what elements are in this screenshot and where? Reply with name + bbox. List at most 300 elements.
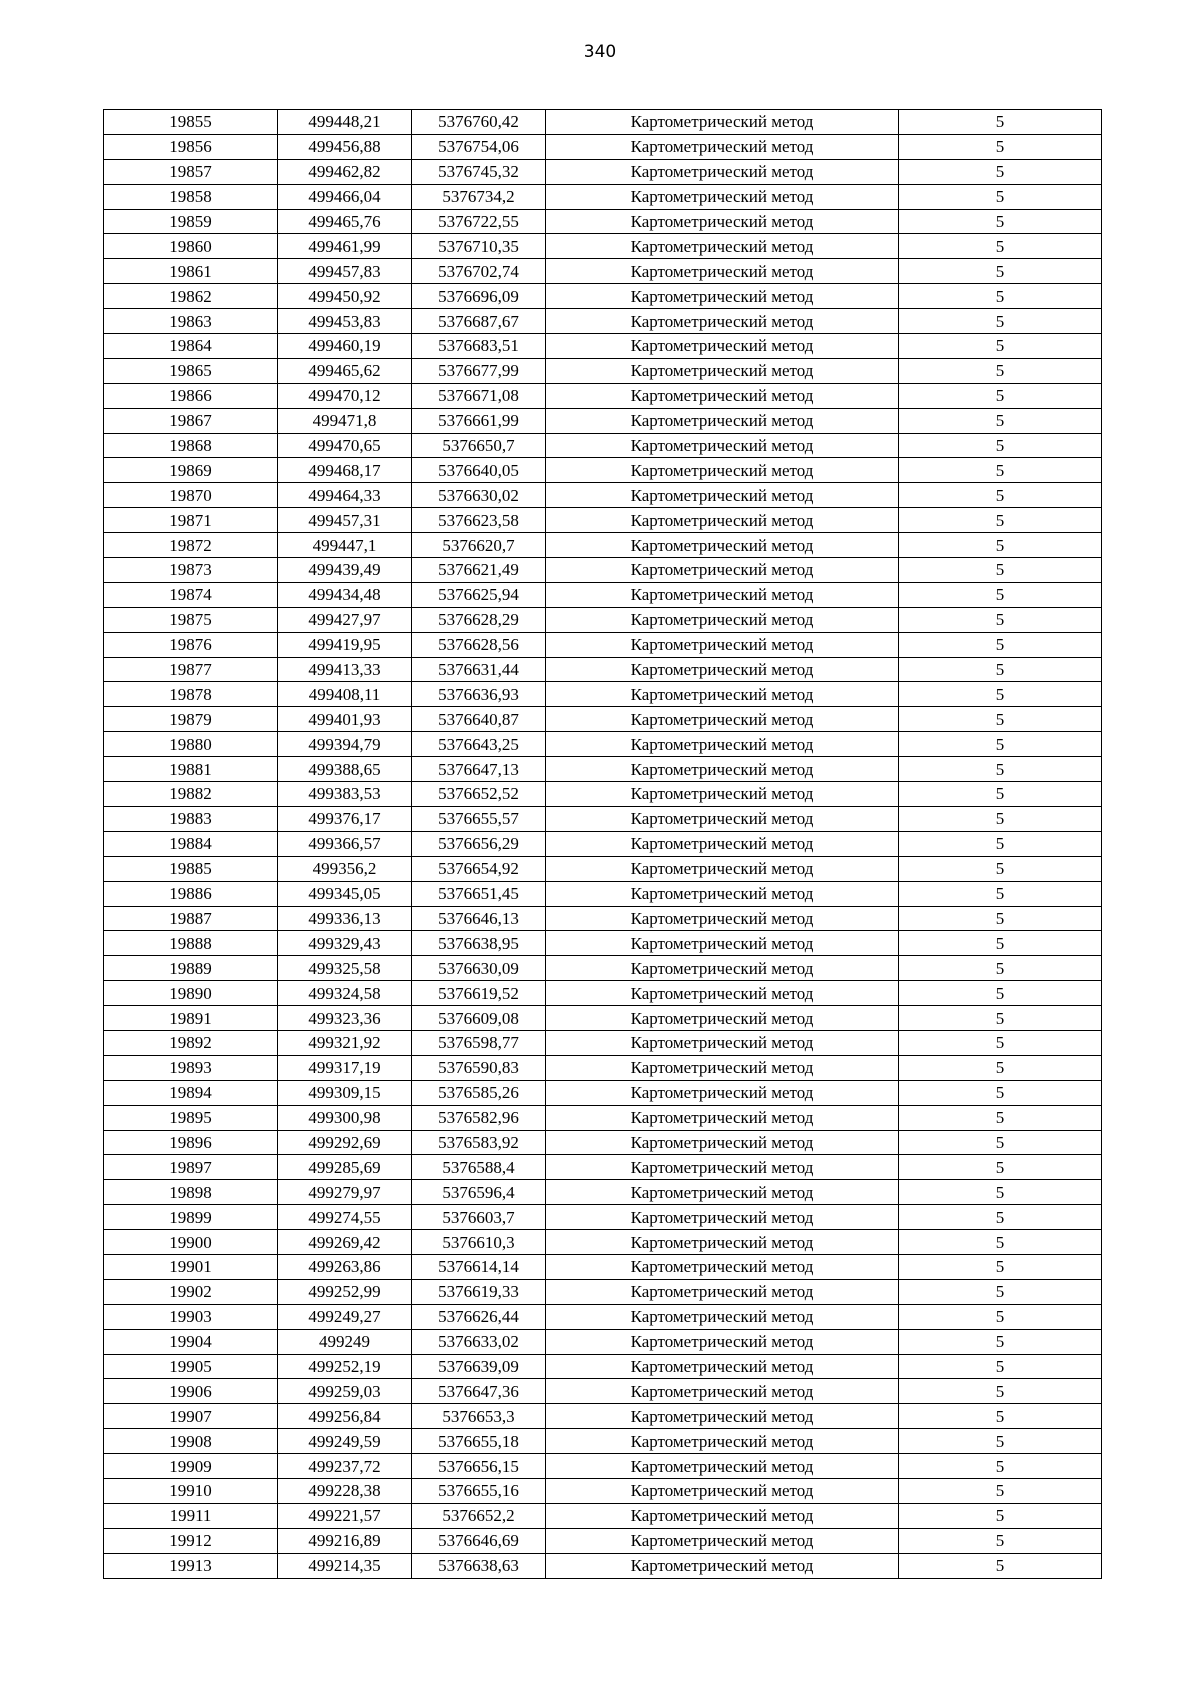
y-coordinate-cell: 5376650,7 bbox=[412, 433, 546, 458]
accuracy-cell: 5 bbox=[899, 707, 1102, 732]
point-number-cell: 19867 bbox=[104, 408, 278, 433]
method-cell: Картометрический метод bbox=[546, 334, 899, 359]
x-coordinate-cell: 499456,88 bbox=[278, 134, 412, 159]
point-number-cell: 19881 bbox=[104, 757, 278, 782]
accuracy-cell: 5 bbox=[899, 881, 1102, 906]
table-row bbox=[104, 483, 1102, 508]
accuracy-cell: 5 bbox=[899, 1180, 1102, 1205]
point-number-cell: 19857 bbox=[104, 159, 278, 184]
method-cell: Картометрический метод bbox=[546, 906, 899, 931]
table-row bbox=[104, 782, 1102, 807]
table-row bbox=[104, 1429, 1102, 1454]
y-coordinate-cell: 5376598,77 bbox=[412, 1030, 546, 1055]
method-cell: Картометрический метод bbox=[546, 1454, 899, 1479]
method-cell: Картометрический метод bbox=[546, 1404, 899, 1429]
y-coordinate-cell: 5376590,83 bbox=[412, 1055, 546, 1080]
y-coordinate-cell: 5376671,08 bbox=[412, 383, 546, 408]
method-cell: Картометрический метод bbox=[546, 956, 899, 981]
x-coordinate-cell: 499466,04 bbox=[278, 184, 412, 209]
y-coordinate-cell: 5376654,92 bbox=[412, 856, 546, 881]
y-coordinate-cell: 5376745,32 bbox=[412, 159, 546, 184]
table-row bbox=[104, 1130, 1102, 1155]
accuracy-cell: 5 bbox=[899, 383, 1102, 408]
method-cell: Картометрический метод bbox=[546, 582, 899, 607]
method-cell: Картометрический метод bbox=[546, 1130, 899, 1155]
accuracy-cell: 5 bbox=[899, 483, 1102, 508]
method-cell: Картометрический метод bbox=[546, 682, 899, 707]
point-number-cell: 19909 bbox=[104, 1454, 278, 1479]
x-coordinate-cell: 499336,13 bbox=[278, 906, 412, 931]
x-coordinate-cell: 499388,65 bbox=[278, 757, 412, 782]
accuracy-cell: 5 bbox=[899, 1528, 1102, 1553]
x-coordinate-cell: 499249,59 bbox=[278, 1429, 412, 1454]
y-coordinate-cell: 5376687,67 bbox=[412, 309, 546, 334]
accuracy-cell: 5 bbox=[899, 607, 1102, 632]
point-number-cell: 19911 bbox=[104, 1503, 278, 1528]
method-cell: Картометрический метод bbox=[546, 782, 899, 807]
table-row bbox=[104, 1105, 1102, 1130]
x-coordinate-cell: 499471,8 bbox=[278, 408, 412, 433]
point-number-cell: 19886 bbox=[104, 881, 278, 906]
x-coordinate-cell: 499345,05 bbox=[278, 881, 412, 906]
method-cell: Картометрический метод bbox=[546, 657, 899, 682]
x-coordinate-cell: 499366,57 bbox=[278, 831, 412, 856]
x-coordinate-cell: 499256,84 bbox=[278, 1404, 412, 1429]
table-row bbox=[104, 234, 1102, 259]
table-row bbox=[104, 657, 1102, 682]
method-cell: Картометрический метод bbox=[546, 284, 899, 309]
y-coordinate-cell: 5376696,09 bbox=[412, 284, 546, 309]
point-number-cell: 19862 bbox=[104, 284, 278, 309]
y-coordinate-cell: 5376588,4 bbox=[412, 1155, 546, 1180]
y-coordinate-cell: 5376655,18 bbox=[412, 1429, 546, 1454]
accuracy-cell: 5 bbox=[899, 1379, 1102, 1404]
x-coordinate-cell: 499274,55 bbox=[278, 1205, 412, 1230]
method-cell: Картометрический метод bbox=[546, 358, 899, 383]
point-number-cell: 19869 bbox=[104, 458, 278, 483]
table-row bbox=[104, 682, 1102, 707]
coordinates-table bbox=[103, 109, 1102, 1579]
accuracy-cell: 5 bbox=[899, 806, 1102, 831]
table-row bbox=[104, 1379, 1102, 1404]
table-row bbox=[104, 981, 1102, 1006]
point-number-cell: 19913 bbox=[104, 1553, 278, 1578]
method-cell: Картометрический метод bbox=[546, 1230, 899, 1255]
accuracy-cell: 5 bbox=[899, 110, 1102, 135]
method-cell: Картометрический метод bbox=[546, 1180, 899, 1205]
x-coordinate-cell: 499461,99 bbox=[278, 234, 412, 259]
x-coordinate-cell: 499263,86 bbox=[278, 1254, 412, 1279]
accuracy-cell: 5 bbox=[899, 533, 1102, 558]
y-coordinate-cell: 5376638,63 bbox=[412, 1553, 546, 1578]
x-coordinate-cell: 499323,36 bbox=[278, 1006, 412, 1031]
accuracy-cell: 5 bbox=[899, 358, 1102, 383]
method-cell: Картометрический метод bbox=[546, 533, 899, 558]
y-coordinate-cell: 5376683,51 bbox=[412, 334, 546, 359]
accuracy-cell: 5 bbox=[899, 632, 1102, 657]
table-row bbox=[104, 334, 1102, 359]
x-coordinate-cell: 499216,89 bbox=[278, 1528, 412, 1553]
y-coordinate-cell: 5376702,74 bbox=[412, 259, 546, 284]
table-row bbox=[104, 931, 1102, 956]
accuracy-cell: 5 bbox=[899, 981, 1102, 1006]
y-coordinate-cell: 5376623,58 bbox=[412, 508, 546, 533]
x-coordinate-cell: 499329,43 bbox=[278, 931, 412, 956]
table-row bbox=[104, 1230, 1102, 1255]
method-cell: Картометрический метод bbox=[546, 1379, 899, 1404]
table-row bbox=[104, 134, 1102, 159]
point-number-cell: 19870 bbox=[104, 483, 278, 508]
method-cell: Картометрический метод bbox=[546, 1105, 899, 1130]
x-coordinate-cell: 499214,35 bbox=[278, 1553, 412, 1578]
method-cell: Картометрический метод bbox=[546, 607, 899, 632]
accuracy-cell: 5 bbox=[899, 259, 1102, 284]
table-row bbox=[104, 856, 1102, 881]
x-coordinate-cell: 499468,17 bbox=[278, 458, 412, 483]
table-row bbox=[104, 309, 1102, 334]
y-coordinate-cell: 5376628,56 bbox=[412, 632, 546, 657]
accuracy-cell: 5 bbox=[899, 1329, 1102, 1354]
x-coordinate-cell: 499394,79 bbox=[278, 732, 412, 757]
point-number-cell: 19873 bbox=[104, 558, 278, 583]
method-cell: Картометрический метод bbox=[546, 732, 899, 757]
table-row bbox=[104, 433, 1102, 458]
point-number-cell: 19899 bbox=[104, 1205, 278, 1230]
x-coordinate-cell: 499324,58 bbox=[278, 981, 412, 1006]
method-cell: Картометрический метод bbox=[546, 1055, 899, 1080]
accuracy-cell: 5 bbox=[899, 1080, 1102, 1105]
y-coordinate-cell: 5376734,2 bbox=[412, 184, 546, 209]
accuracy-cell: 5 bbox=[899, 1304, 1102, 1329]
accuracy-cell: 5 bbox=[899, 1155, 1102, 1180]
accuracy-cell: 5 bbox=[899, 782, 1102, 807]
table-row bbox=[104, 533, 1102, 558]
table-row bbox=[104, 383, 1102, 408]
point-number-cell: 19880 bbox=[104, 732, 278, 757]
point-number-cell: 19860 bbox=[104, 234, 278, 259]
accuracy-cell: 5 bbox=[899, 956, 1102, 981]
accuracy-cell: 5 bbox=[899, 931, 1102, 956]
point-number-cell: 19910 bbox=[104, 1478, 278, 1503]
x-coordinate-cell: 499237,72 bbox=[278, 1454, 412, 1479]
accuracy-cell: 5 bbox=[899, 1105, 1102, 1130]
method-cell: Картометрический метод bbox=[546, 1080, 899, 1105]
x-coordinate-cell: 499439,49 bbox=[278, 558, 412, 583]
y-coordinate-cell: 5376631,44 bbox=[412, 657, 546, 682]
point-number-cell: 19900 bbox=[104, 1230, 278, 1255]
x-coordinate-cell: 499457,83 bbox=[278, 259, 412, 284]
y-coordinate-cell: 5376677,99 bbox=[412, 358, 546, 383]
table-row bbox=[104, 508, 1102, 533]
method-cell: Картометрический метод bbox=[546, 110, 899, 135]
y-coordinate-cell: 5376638,95 bbox=[412, 931, 546, 956]
accuracy-cell: 5 bbox=[899, 1429, 1102, 1454]
y-coordinate-cell: 5376630,02 bbox=[412, 483, 546, 508]
accuracy-cell: 5 bbox=[899, 1254, 1102, 1279]
point-number-cell: 19905 bbox=[104, 1354, 278, 1379]
coordinates-table-body bbox=[104, 110, 1102, 1579]
accuracy-cell: 5 bbox=[899, 1006, 1102, 1031]
x-coordinate-cell: 499279,97 bbox=[278, 1180, 412, 1205]
point-number-cell: 19883 bbox=[104, 806, 278, 831]
y-coordinate-cell: 5376655,57 bbox=[412, 806, 546, 831]
table-row bbox=[104, 259, 1102, 284]
y-coordinate-cell: 5376626,44 bbox=[412, 1304, 546, 1329]
accuracy-cell: 5 bbox=[899, 1354, 1102, 1379]
y-coordinate-cell: 5376646,13 bbox=[412, 906, 546, 931]
table-row bbox=[104, 956, 1102, 981]
x-coordinate-cell: 499321,92 bbox=[278, 1030, 412, 1055]
accuracy-cell: 5 bbox=[899, 831, 1102, 856]
table-row bbox=[104, 408, 1102, 433]
y-coordinate-cell: 5376621,49 bbox=[412, 558, 546, 583]
point-number-cell: 19855 bbox=[104, 110, 278, 135]
accuracy-cell: 5 bbox=[899, 682, 1102, 707]
x-coordinate-cell: 499401,93 bbox=[278, 707, 412, 732]
method-cell: Картометрический метод bbox=[546, 309, 899, 334]
point-number-cell: 19893 bbox=[104, 1055, 278, 1080]
page-number: 340 bbox=[583, 42, 617, 62]
point-number-cell: 19879 bbox=[104, 707, 278, 732]
point-number-cell: 19891 bbox=[104, 1006, 278, 1031]
point-number-cell: 19863 bbox=[104, 309, 278, 334]
method-cell: Картометрический метод bbox=[546, 1478, 899, 1503]
method-cell: Картометрический метод bbox=[546, 1279, 899, 1304]
y-coordinate-cell: 5376652,2 bbox=[412, 1503, 546, 1528]
table-row bbox=[104, 110, 1102, 135]
y-coordinate-cell: 5376582,96 bbox=[412, 1105, 546, 1130]
table-row bbox=[104, 159, 1102, 184]
y-coordinate-cell: 5376655,16 bbox=[412, 1478, 546, 1503]
x-coordinate-cell: 499464,33 bbox=[278, 483, 412, 508]
x-coordinate-cell: 499292,69 bbox=[278, 1130, 412, 1155]
y-coordinate-cell: 5376639,09 bbox=[412, 1354, 546, 1379]
y-coordinate-cell: 5376652,52 bbox=[412, 782, 546, 807]
method-cell: Картометрический метод bbox=[546, 458, 899, 483]
method-cell: Картометрический метод bbox=[546, 558, 899, 583]
point-number-cell: 19901 bbox=[104, 1254, 278, 1279]
accuracy-cell: 5 bbox=[899, 558, 1102, 583]
table-row bbox=[104, 1180, 1102, 1205]
x-coordinate-cell: 499228,38 bbox=[278, 1478, 412, 1503]
method-cell: Картометрический метод bbox=[546, 1503, 899, 1528]
x-coordinate-cell: 499408,11 bbox=[278, 682, 412, 707]
point-number-cell: 19877 bbox=[104, 657, 278, 682]
x-coordinate-cell: 499259,03 bbox=[278, 1379, 412, 1404]
x-coordinate-cell: 499325,58 bbox=[278, 956, 412, 981]
x-coordinate-cell: 499300,98 bbox=[278, 1105, 412, 1130]
point-number-cell: 19904 bbox=[104, 1329, 278, 1354]
accuracy-cell: 5 bbox=[899, 209, 1102, 234]
x-coordinate-cell: 499285,69 bbox=[278, 1155, 412, 1180]
method-cell: Картометрический метод bbox=[546, 1329, 899, 1354]
method-cell: Картометрический метод bbox=[546, 757, 899, 782]
table-row bbox=[104, 1354, 1102, 1379]
method-cell: Картометрический метод bbox=[546, 433, 899, 458]
table-row bbox=[104, 1030, 1102, 1055]
x-coordinate-cell: 499249 bbox=[278, 1329, 412, 1354]
y-coordinate-cell: 5376603,7 bbox=[412, 1205, 546, 1230]
x-coordinate-cell: 499419,95 bbox=[278, 632, 412, 657]
accuracy-cell: 5 bbox=[899, 1055, 1102, 1080]
point-number-cell: 19885 bbox=[104, 856, 278, 881]
accuracy-cell: 5 bbox=[899, 458, 1102, 483]
point-number-cell: 19908 bbox=[104, 1429, 278, 1454]
point-number-cell: 19878 bbox=[104, 682, 278, 707]
table-row bbox=[104, 757, 1102, 782]
method-cell: Картометрический метод bbox=[546, 1553, 899, 1578]
x-coordinate-cell: 499376,17 bbox=[278, 806, 412, 831]
accuracy-cell: 5 bbox=[899, 757, 1102, 782]
method-cell: Картометрический метод bbox=[546, 1429, 899, 1454]
y-coordinate-cell: 5376647,36 bbox=[412, 1379, 546, 1404]
table-row bbox=[104, 1205, 1102, 1230]
x-coordinate-cell: 499465,76 bbox=[278, 209, 412, 234]
table-row bbox=[104, 707, 1102, 732]
method-cell: Картометрический метод bbox=[546, 881, 899, 906]
table-row bbox=[104, 284, 1102, 309]
table-row bbox=[104, 906, 1102, 931]
method-cell: Картометрический метод bbox=[546, 184, 899, 209]
x-coordinate-cell: 499269,42 bbox=[278, 1230, 412, 1255]
y-coordinate-cell: 5376610,3 bbox=[412, 1230, 546, 1255]
method-cell: Картометрический метод bbox=[546, 408, 899, 433]
table-row bbox=[104, 558, 1102, 583]
x-coordinate-cell: 499383,53 bbox=[278, 782, 412, 807]
point-number-cell: 19894 bbox=[104, 1080, 278, 1105]
accuracy-cell: 5 bbox=[899, 582, 1102, 607]
y-coordinate-cell: 5376633,02 bbox=[412, 1329, 546, 1354]
x-coordinate-cell: 499221,57 bbox=[278, 1503, 412, 1528]
y-coordinate-cell: 5376630,09 bbox=[412, 956, 546, 981]
point-number-cell: 19884 bbox=[104, 831, 278, 856]
point-number-cell: 19902 bbox=[104, 1279, 278, 1304]
table-row bbox=[104, 582, 1102, 607]
x-coordinate-cell: 499460,19 bbox=[278, 334, 412, 359]
point-number-cell: 19876 bbox=[104, 632, 278, 657]
method-cell: Картометрический метод bbox=[546, 134, 899, 159]
method-cell: Картометрический метод bbox=[546, 234, 899, 259]
method-cell: Картометрический метод bbox=[546, 508, 899, 533]
table-row bbox=[104, 1254, 1102, 1279]
point-number-cell: 19866 bbox=[104, 383, 278, 408]
method-cell: Картометрический метод bbox=[546, 1155, 899, 1180]
accuracy-cell: 5 bbox=[899, 1205, 1102, 1230]
method-cell: Картометрический метод bbox=[546, 1304, 899, 1329]
accuracy-cell: 5 bbox=[899, 1030, 1102, 1055]
table-row bbox=[104, 607, 1102, 632]
table-row bbox=[104, 1553, 1102, 1578]
method-cell: Картометрический метод bbox=[546, 209, 899, 234]
y-coordinate-cell: 5376647,13 bbox=[412, 757, 546, 782]
point-number-cell: 19865 bbox=[104, 358, 278, 383]
point-number-cell: 19898 bbox=[104, 1180, 278, 1205]
y-coordinate-cell: 5376640,87 bbox=[412, 707, 546, 732]
x-coordinate-cell: 499434,48 bbox=[278, 582, 412, 607]
point-number-cell: 19888 bbox=[104, 931, 278, 956]
method-cell: Картометрический метод bbox=[546, 856, 899, 881]
accuracy-cell: 5 bbox=[899, 1130, 1102, 1155]
x-coordinate-cell: 499356,2 bbox=[278, 856, 412, 881]
accuracy-cell: 5 bbox=[899, 1230, 1102, 1255]
x-coordinate-cell: 499252,19 bbox=[278, 1354, 412, 1379]
accuracy-cell: 5 bbox=[899, 234, 1102, 259]
point-number-cell: 19907 bbox=[104, 1404, 278, 1429]
table-row bbox=[104, 1528, 1102, 1553]
table-row bbox=[104, 1404, 1102, 1429]
table-row bbox=[104, 184, 1102, 209]
method-cell: Картометрический метод bbox=[546, 931, 899, 956]
point-number-cell: 19858 bbox=[104, 184, 278, 209]
table-row bbox=[104, 1503, 1102, 1528]
table-row bbox=[104, 458, 1102, 483]
table-row bbox=[104, 881, 1102, 906]
x-coordinate-cell: 499470,65 bbox=[278, 433, 412, 458]
accuracy-cell: 5 bbox=[899, 134, 1102, 159]
point-number-cell: 19903 bbox=[104, 1304, 278, 1329]
table-row bbox=[104, 732, 1102, 757]
accuracy-cell: 5 bbox=[899, 856, 1102, 881]
y-coordinate-cell: 5376656,29 bbox=[412, 831, 546, 856]
x-coordinate-cell: 499317,19 bbox=[278, 1055, 412, 1080]
accuracy-cell: 5 bbox=[899, 1503, 1102, 1528]
y-coordinate-cell: 5376583,92 bbox=[412, 1130, 546, 1155]
table-row bbox=[104, 1006, 1102, 1031]
method-cell: Картометрический метод bbox=[546, 159, 899, 184]
method-cell: Картометрический метод bbox=[546, 1254, 899, 1279]
y-coordinate-cell: 5376710,35 bbox=[412, 234, 546, 259]
method-cell: Картометрический метод bbox=[546, 1528, 899, 1553]
method-cell: Картометрический метод bbox=[546, 259, 899, 284]
y-coordinate-cell: 5376585,26 bbox=[412, 1080, 546, 1105]
y-coordinate-cell: 5376636,93 bbox=[412, 682, 546, 707]
y-coordinate-cell: 5376643,25 bbox=[412, 732, 546, 757]
point-number-cell: 19895 bbox=[104, 1105, 278, 1130]
method-cell: Картометрический метод bbox=[546, 483, 899, 508]
point-number-cell: 19906 bbox=[104, 1379, 278, 1404]
x-coordinate-cell: 499470,12 bbox=[278, 383, 412, 408]
table-row bbox=[104, 1454, 1102, 1479]
method-cell: Картометрический метод bbox=[546, 1030, 899, 1055]
method-cell: Картометрический метод bbox=[546, 1205, 899, 1230]
method-cell: Картометрический метод bbox=[546, 1354, 899, 1379]
method-cell: Картометрический метод bbox=[546, 1006, 899, 1031]
y-coordinate-cell: 5376653,3 bbox=[412, 1404, 546, 1429]
accuracy-cell: 5 bbox=[899, 508, 1102, 533]
table-row bbox=[104, 831, 1102, 856]
method-cell: Картометрический метод bbox=[546, 806, 899, 831]
table-row bbox=[104, 1055, 1102, 1080]
point-number-cell: 19861 bbox=[104, 259, 278, 284]
accuracy-cell: 5 bbox=[899, 1454, 1102, 1479]
point-number-cell: 19872 bbox=[104, 533, 278, 558]
table-row bbox=[104, 806, 1102, 831]
method-cell: Картометрический метод bbox=[546, 383, 899, 408]
y-coordinate-cell: 5376651,45 bbox=[412, 881, 546, 906]
y-coordinate-cell: 5376760,42 bbox=[412, 110, 546, 135]
point-number-cell: 19896 bbox=[104, 1130, 278, 1155]
method-cell: Картометрический метод bbox=[546, 632, 899, 657]
x-coordinate-cell: 499447,1 bbox=[278, 533, 412, 558]
point-number-cell: 19882 bbox=[104, 782, 278, 807]
point-number-cell: 19897 bbox=[104, 1155, 278, 1180]
point-number-cell: 19912 bbox=[104, 1528, 278, 1553]
table-row bbox=[104, 209, 1102, 234]
table-row bbox=[104, 1155, 1102, 1180]
x-coordinate-cell: 499462,82 bbox=[278, 159, 412, 184]
x-coordinate-cell: 499249,27 bbox=[278, 1304, 412, 1329]
x-coordinate-cell: 499448,21 bbox=[278, 110, 412, 135]
